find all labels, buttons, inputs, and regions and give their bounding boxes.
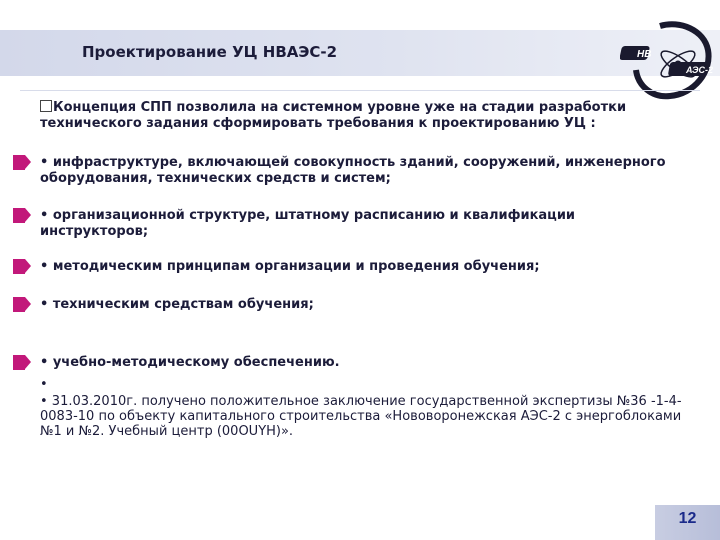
list-item-tech-means: • техническим средствам обучения; (40, 297, 314, 312)
divider (20, 90, 700, 91)
bullet-marker-icon (13, 297, 29, 312)
checkbox-icon (40, 100, 52, 112)
intro-text: Концепция СПП позволила на системном уровне уже на стадии разработки технического задания сформировать требования к проектированию УЦ : (40, 100, 627, 131)
page-title: Проектирование УЦ НВАЭС-2 (82, 43, 338, 61)
bullet-marker-icon (13, 155, 29, 170)
list-item-infrastructure: • инфраструктуре, включающей совокупность зданий, сооружений, инженерного оборудования, технических средств и систем; (40, 155, 666, 186)
bullet-marker-icon (13, 259, 29, 274)
logo-text-aes2: АЭС-2 (686, 65, 714, 75)
list-item-methods: • методическим принципам организации и проведения обучения; (40, 259, 540, 274)
expertise-note-text: • 31.03.2010г. получено положительное заключение государственной экспертизы №36 -1-4-0083-10 по объекту капитального строительства «Нововоронежская АЭС-2 с энергоблоками №1 и №2. Учебный центр (00OUYH)». (40, 394, 682, 439)
list-item-methodical-support: • учебно-методическому обеспечению. (40, 355, 340, 370)
bullet-marker-icon (13, 355, 29, 370)
logo-text-nv: НВ (637, 49, 652, 60)
page-number: 12 (678, 510, 697, 527)
expertise-note (40, 377, 690, 439)
intro-paragraph (40, 100, 690, 132)
bullet-marker-icon (13, 208, 29, 223)
empty-bullet: • (40, 377, 48, 392)
list-item-org-structure: • организационной структуре, штатному расписанию и квалификации инструкторов; (40, 208, 576, 239)
